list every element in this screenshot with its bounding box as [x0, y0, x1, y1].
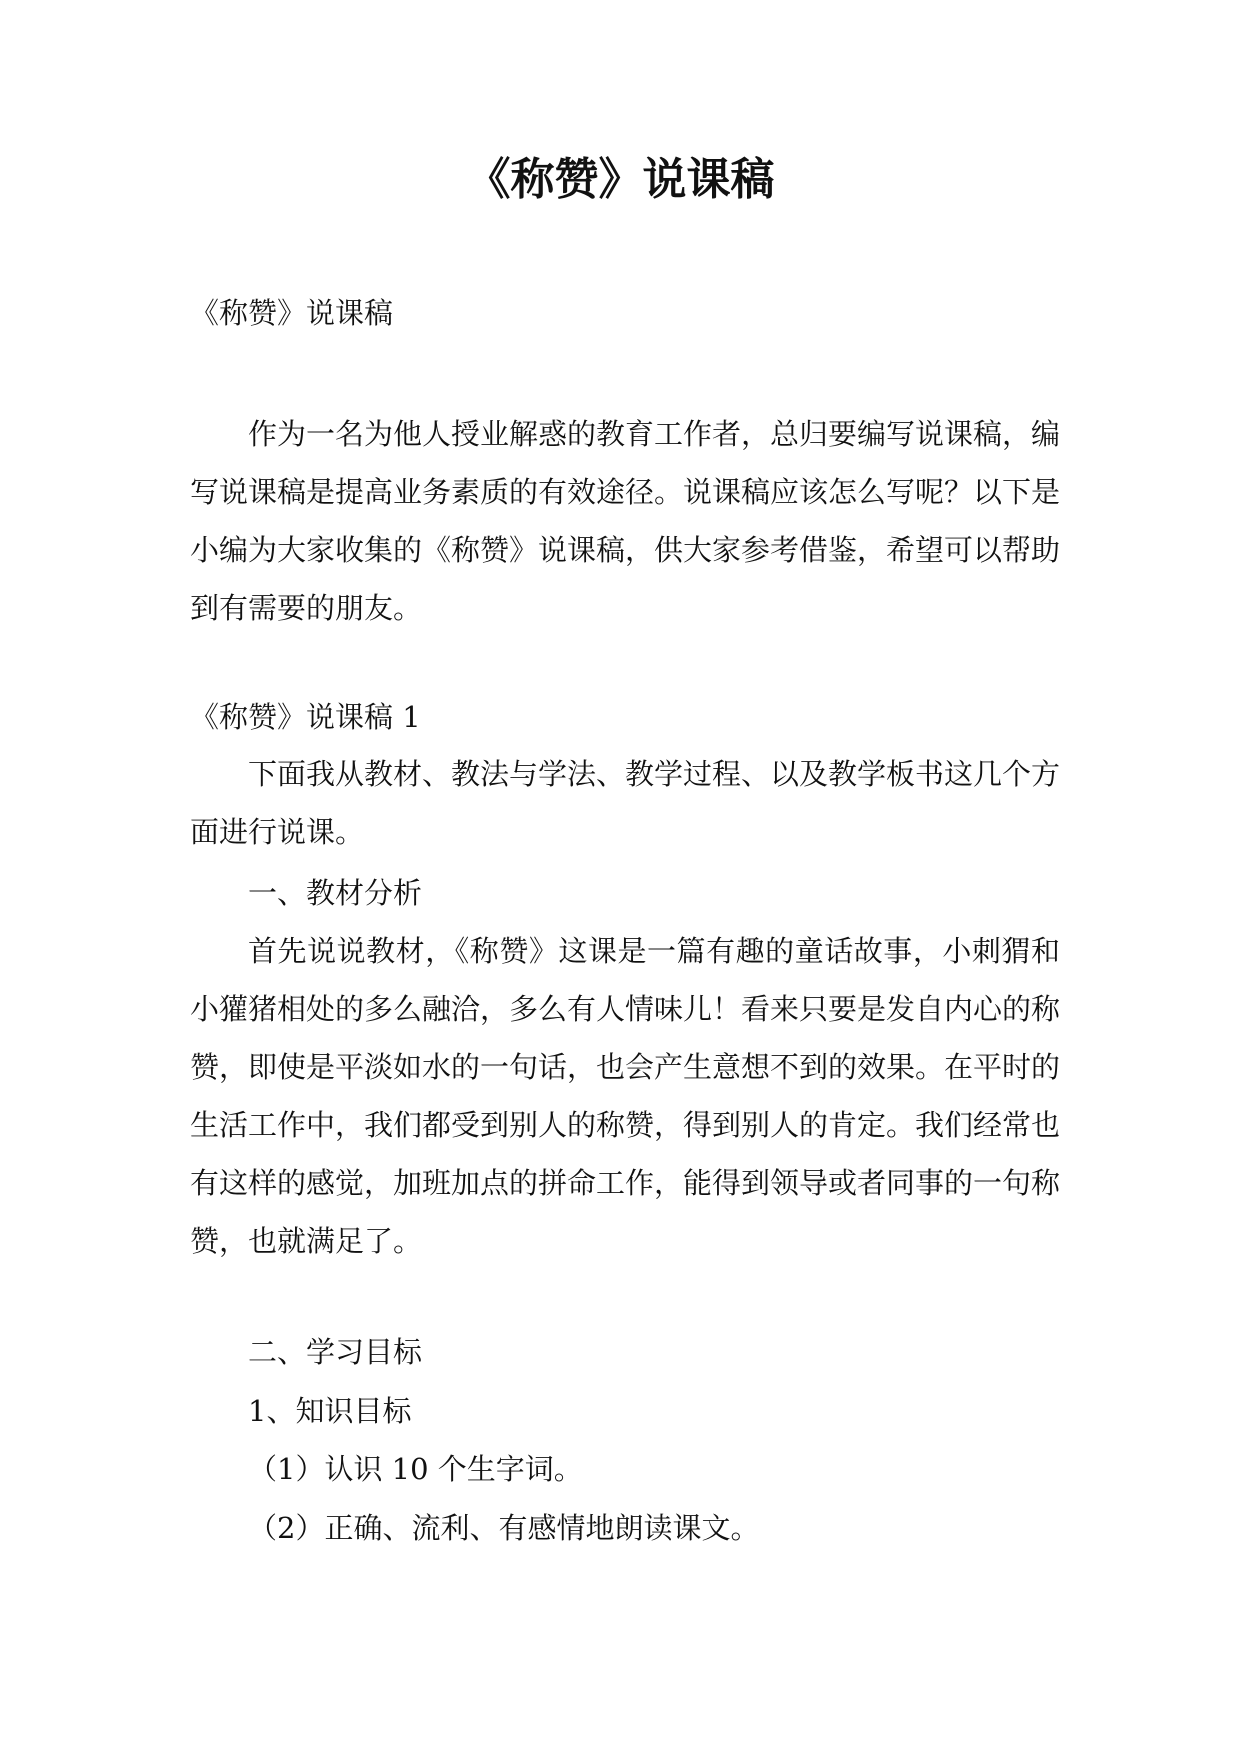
goal-item-1: （1）认识 10 个生字词。	[248, 1452, 583, 1486]
intro-paragraph: 作为一名为他人授业解惑的教育工作者，总归要编写说课稿，编写说课稿是提高业务素质的有效途径。说课稿应该怎么写呢？以下是小编为大家收集的《称赞》说课稿，供大家参考借鉴，希望可以帮助到有需要的朋友。	[190, 417, 1061, 625]
goal-item-2: （2）正确、流利、有感情地朗读课文。	[248, 1511, 760, 1545]
document-subtitle: 《称赞》说课稿	[190, 296, 394, 330]
section-title: 《称赞》说课稿 1	[190, 700, 421, 734]
overview-paragraph: 下面我从教材、教法与学法、教学过程、以及教学板书这几个方面进行说课。	[190, 757, 1061, 849]
heading-learning-goals: 二、学习目标	[248, 1335, 423, 1369]
subheading-knowledge-goals: 1、知识目标	[248, 1394, 412, 1428]
analysis-paragraph: 首先说说教材，《称赞》这课是一篇有趣的童话故事，小刺猬和小獾猪相处的多么融洽，多么有人情味儿！看来只要是发自内心的称赞，即使是平淡如水的一句话，也会产生意想不到的效果。在平时的生活工作中，我们都受到别人的称赞，得到别人的肯定。我们经常也有这样的感觉，加班加点的拼命工作，能得到领导或者同事的一句称赞，也就满足了。	[190, 934, 1061, 1258]
heading-textbook-analysis: 一、教材分析	[248, 876, 423, 910]
document-title: 《称赞》说课稿	[466, 154, 775, 205]
